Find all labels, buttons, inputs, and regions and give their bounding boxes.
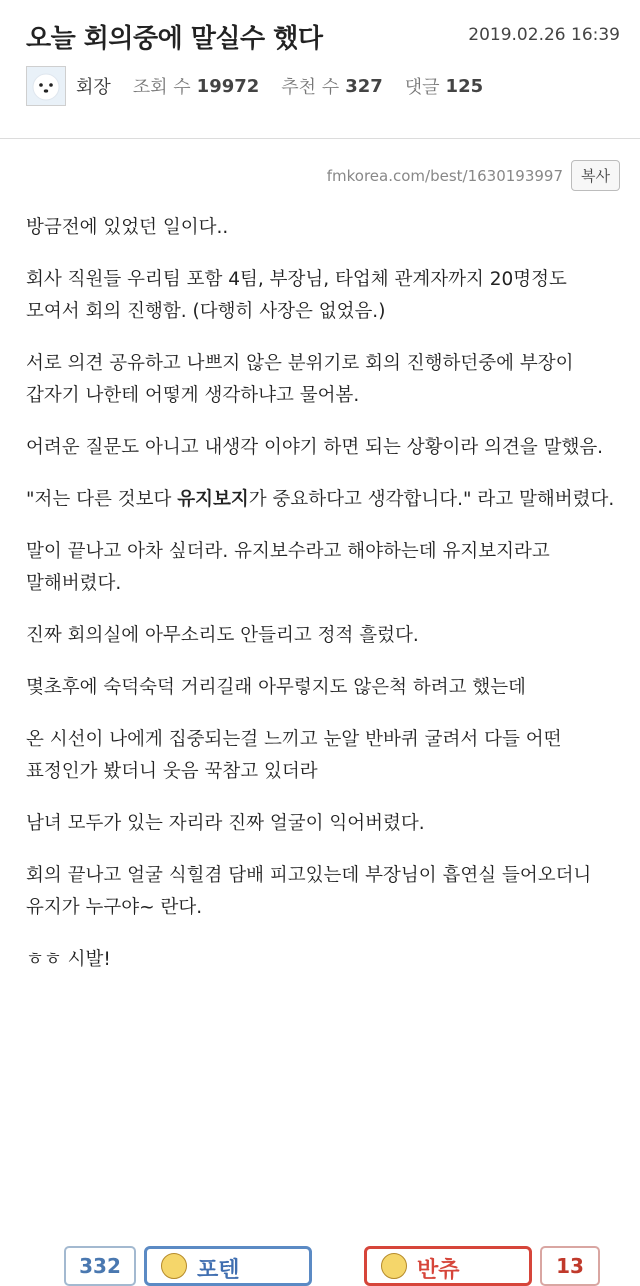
post-body	[26, 212, 626, 996]
body-paragraph: 진짜 회의실에 아무소리도 안들리고 정적 흘렀다.	[26, 625, 419, 646]
upvote-button[interactable]	[144, 1246, 312, 1286]
upvote-label: 포텐	[197, 1258, 240, 1283]
bold-word: 유지보지	[177, 489, 249, 510]
body-paragraph: 어려운 질문도 아니고 내생각 이야기 하면 되는 상황이라 의견을 말했음.	[26, 437, 604, 458]
frown-face-icon	[381, 1253, 407, 1279]
body-paragraph: 몇초후에 숙덕숙덕 거리길래 아무렇지도 않은척 하려고 했는데	[26, 677, 526, 698]
recommend-label: 추천 수	[281, 77, 340, 98]
post-date: 2019.02.26 16:39	[468, 25, 620, 45]
downvote-button[interactable]	[364, 1246, 532, 1286]
downvote-label: 반츄	[417, 1258, 460, 1283]
body-paragraph: 남녀 모두가 있는 자리라 진짜 얼굴이 익어버렸다.	[26, 813, 425, 834]
views-count: 19972	[196, 75, 260, 97]
smile-face-icon	[161, 1253, 187, 1279]
post-meta	[26, 65, 483, 107]
body-paragraph: 말이 끝나고 아차 싶더라. 유지보수라고 해야하는데 유지보지라고 말해버렸다.	[26, 541, 550, 594]
body-paragraph: 서로 의견 공유하고 나쁘지 않은 분위기로 회의 진행하던중에 부장이 갑자기 나한테 어떻게 생각하냐고 물어봄.	[26, 353, 574, 406]
recommend-count: 327	[345, 75, 383, 97]
vote-bar	[0, 1240, 640, 1283]
views-label: 조회 수	[132, 77, 191, 98]
post-url[interactable]: fmkorea.com/best/1630193997	[326, 166, 564, 185]
quote-text-end: 가 중요하다고 생각합니다." 라고 말해버렸다.	[248, 489, 615, 510]
downvote-count: 13	[540, 1246, 600, 1286]
comments-label: 댓글	[404, 77, 440, 98]
upvote-count: 332	[64, 1246, 136, 1286]
body-paragraph: ㅎㅎ 시발!	[26, 949, 111, 970]
body-paragraph	[26, 484, 626, 516]
body-paragraph: 회의 끝나고 얼굴 식힐겸 담배 피고있는데 부장님이 흡연실 들어오더니 유지가 누구야~ 란다.	[26, 865, 592, 918]
body-paragraph: 방금전에 있었던 일이다..	[26, 217, 229, 238]
post-header	[0, 0, 640, 139]
dog-avatar-icon	[29, 69, 63, 103]
quote-text: "저는 다른 것보다	[26, 489, 178, 510]
author-name[interactable]: 회장	[76, 77, 111, 98]
avatar[interactable]	[26, 66, 66, 106]
comments-count[interactable]: 125	[445, 75, 484, 97]
post-title: 오늘 회의중에 말실수 했다	[26, 24, 323, 54]
body-paragraph: 온 시선이 나에게 집중되는걸 느끼고 눈알 반바퀴 굴려서 다들 어떤 표정인가 봤더니 웃음 꾹참고 있더라	[26, 729, 562, 782]
copy-button[interactable]: 복사	[571, 160, 620, 191]
url-row	[327, 160, 620, 191]
body-paragraph: 회사 직원들 우리팀 포함 4팀, 부장님, 타업체 관계자까지 20명정도 모여서 회의 진행함. (다행히 사장은 없었음.)	[26, 269, 567, 322]
